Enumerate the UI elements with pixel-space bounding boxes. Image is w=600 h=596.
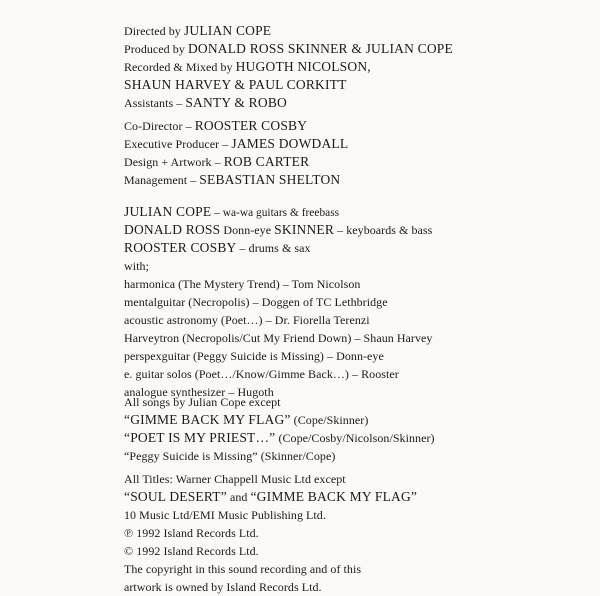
credit-text: Design + Artwork – (124, 155, 224, 169)
credit-text: All songs by Julian Cope except (124, 395, 281, 409)
credit-name: DONALD ROSS (124, 222, 221, 237)
publishing-line (124, 506, 594, 524)
credit-text: mentalguitar (Necropolis) – Doggen of TC Lethbridge (124, 295, 388, 309)
credit-text: – drums & sax (236, 241, 311, 255)
credit-text: e. guitar solos (Poet…/Know/Gimme Back…) – Rooster (124, 367, 399, 381)
management-line (124, 135, 594, 153)
musicians-line (124, 311, 594, 329)
publishing-line (124, 488, 594, 506)
credit-text: Harveytron (Necropolis/Cut My Friend Down) – Shaun Harvey (124, 331, 433, 345)
publishing-line (124, 542, 594, 560)
credit-text: artwork is owned by Island Records Ltd. (124, 580, 322, 594)
credit-text: – keyboards & bass (334, 223, 433, 237)
musicians-line (124, 347, 594, 365)
credit-text: ℗ 1992 Island Records Ltd. (124, 526, 259, 540)
credit-name: “SOUL DESERT” (124, 489, 227, 504)
credit-text: Directed by (124, 24, 184, 38)
credit-name: JULIAN COPE (124, 204, 212, 219)
credit-text: harmonica (The Mystery Trend) – Tom Nicolson (124, 277, 361, 291)
credit-text: Executive Producer – (124, 137, 232, 151)
management-line (124, 117, 594, 135)
credit-name: SHAUN HARVEY & PAUL CORKITT (124, 77, 347, 92)
publishing-line (124, 560, 594, 578)
credit-text: (Skinner/Cope) (257, 449, 336, 463)
credit-name: JAMES DOWDALL (231, 136, 349, 151)
credit-name: ROOSTER COSBY (124, 240, 237, 255)
musicians-line (124, 221, 594, 239)
credit-text: “Peggy Suicide is Missing” (124, 449, 258, 463)
musicians-line (124, 275, 594, 293)
credit-text: 10 Music Ltd/EMI Music Publishing Ltd. (124, 508, 326, 522)
credit-text: Produced by (124, 42, 188, 56)
songs-line (124, 429, 594, 447)
credits-line (124, 58, 594, 76)
musicians-line (124, 293, 594, 311)
publishing-line (124, 470, 594, 488)
songs-line (124, 393, 594, 411)
credit-text: All Titles: Warner Chappell Music Ltd except (124, 472, 346, 486)
credits-line (124, 40, 594, 58)
credit-text: Donn-eye (220, 223, 275, 237)
credit-text: analogue synthesizer – Hugoth (124, 385, 274, 399)
musician-credits (124, 203, 594, 401)
credits-line (124, 94, 594, 112)
credit-text: (Cope/Skinner) (290, 413, 369, 427)
credit-text: with; (124, 259, 149, 273)
publishing-line (124, 524, 594, 542)
credit-name: SEBASTIAN SHELTON (199, 172, 341, 187)
songwriting-credits (124, 393, 594, 465)
credit-text: © 1992 Island Records Ltd. (124, 544, 259, 558)
credit-name: JULIAN COPE (183, 23, 272, 38)
musicians-line (124, 329, 594, 347)
credit-text: and (226, 490, 251, 504)
credit-name: HUGOTH NICOLSON, (235, 59, 371, 74)
credit-text: Management – (124, 173, 200, 187)
credit-text: – wa-wa guitars & freebass (211, 207, 340, 219)
credit-name: DONALD ROSS SKINNER & JULIAN COPE (187, 41, 453, 56)
songs-line (124, 411, 594, 429)
songs-line (124, 447, 594, 465)
management-credits (124, 117, 594, 189)
credit-text: Assistants – (124, 96, 186, 110)
credit-text: acoustic astronomy (Poet…) – Dr. Fiorella Terenzi (124, 313, 370, 327)
credit-name: SANTY & ROBO (185, 95, 287, 110)
credits-line (124, 76, 594, 94)
management-line (124, 171, 594, 189)
credit-text: The copyright in this sound recording and of this (124, 562, 362, 576)
credit-text: Co-Director – (124, 119, 195, 133)
musicians-line (124, 203, 594, 221)
publishing-and-copyright (124, 470, 594, 596)
management-line (124, 153, 594, 171)
credit-text: (Cope/Cosby/Nicolson/Skinner) (275, 431, 435, 445)
credit-text: Recorded & Mixed by (124, 60, 236, 74)
credit-name: “POET IS MY PRIEST…” (124, 430, 276, 445)
credit-text: perspexguitar (Peggy Suicide is Missing) – Donn-eye (124, 349, 384, 363)
musicians-line (124, 365, 594, 383)
publishing-line (124, 578, 594, 596)
credit-name: ROOSTER COSBY (194, 118, 308, 133)
musicians-line (124, 239, 594, 257)
musicians-line (124, 257, 594, 275)
production-credits (124, 22, 594, 112)
credit-name: “GIMME BACK MY FLAG” (250, 489, 418, 504)
credit-name: “GIMME BACK MY FLAG” (124, 412, 291, 427)
credit-name: SKINNER (274, 222, 335, 237)
credits-line (124, 22, 594, 40)
credit-name: ROB CARTER (223, 154, 310, 169)
